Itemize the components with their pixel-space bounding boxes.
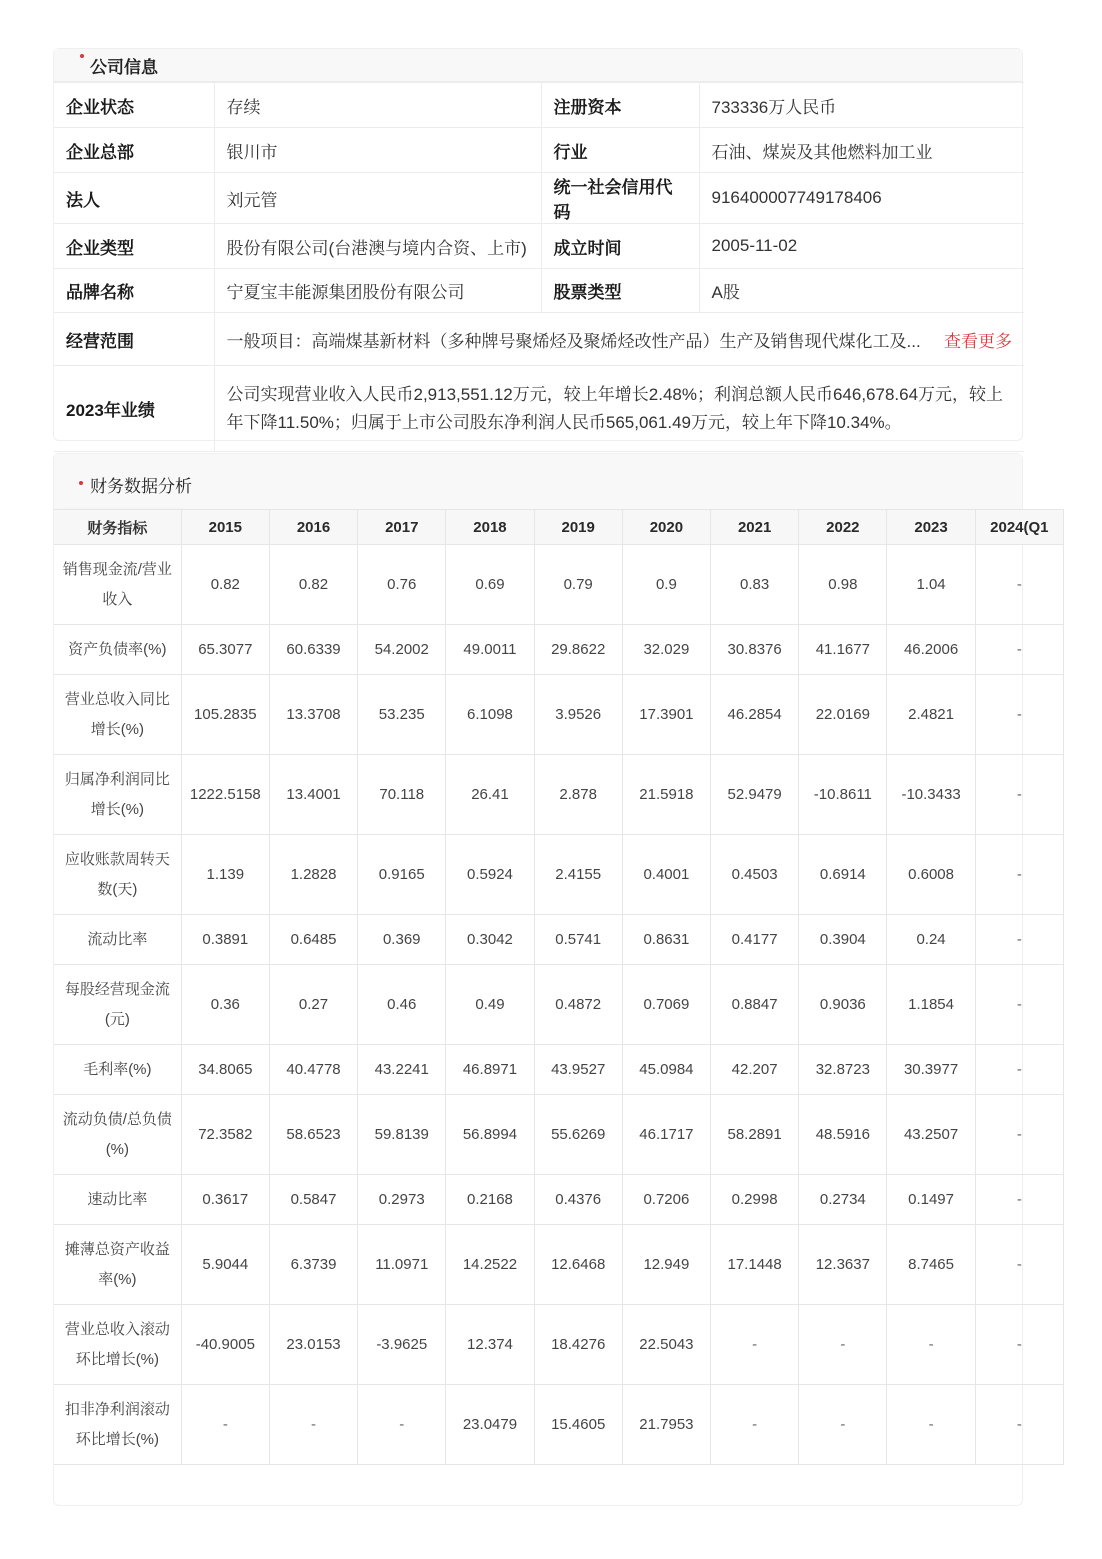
table-cell: 46.2006: [887, 625, 975, 675]
table-cell: 54.2002: [358, 625, 446, 675]
table-cell: 45.0984: [622, 1045, 710, 1095]
table-cell: 0.82: [181, 545, 269, 625]
table-cell: 42.207: [711, 1045, 799, 1095]
table-cell: -: [887, 1385, 975, 1465]
table-row: [54, 625, 1064, 675]
table-row: [54, 835, 1064, 915]
header-year: 2015: [181, 510, 269, 545]
section-dot-icon: [79, 481, 83, 485]
table-cell: 0.7206: [622, 1175, 710, 1225]
table-cell: 0.36: [181, 965, 269, 1045]
table-cell: 52.9479: [711, 755, 799, 835]
table-cell: 0.5847: [269, 1175, 357, 1225]
row-label: 摊薄总资产收益率(%): [54, 1225, 181, 1305]
table-cell: 0.9036: [799, 965, 887, 1045]
table-row: [54, 1385, 1064, 1465]
info-key: 企业状态: [54, 83, 214, 128]
info-value: 733336万人民币: [699, 83, 1024, 128]
table-cell: 0.6485: [269, 915, 357, 965]
info-row-performance: [54, 366, 1024, 452]
table-cell: 55.6269: [534, 1095, 622, 1175]
table-cell: -: [975, 965, 1063, 1045]
financial-title: 财务数据分析: [90, 477, 192, 496]
table-cell: 0.6914: [799, 835, 887, 915]
table-cell: -: [975, 545, 1063, 625]
table-header-row: [54, 510, 1064, 545]
table-cell: 0.5924: [446, 835, 534, 915]
row-label: 资产负债率(%): [54, 625, 181, 675]
table-cell: 2.4821: [887, 675, 975, 755]
table-cell: -: [975, 625, 1063, 675]
table-cell: 0.369: [358, 915, 446, 965]
info-value: 银川市: [214, 128, 541, 173]
table-cell: -: [975, 1045, 1063, 1095]
table-cell: -: [799, 1385, 887, 1465]
table-cell: 43.2241: [358, 1045, 446, 1095]
table-cell: 0.3042: [446, 915, 534, 965]
table-cell: -: [711, 1385, 799, 1465]
table-row: [54, 1225, 1064, 1305]
row-label: 毛利率(%): [54, 1045, 181, 1095]
table-cell: 15.4605: [534, 1385, 622, 1465]
table-cell: 0.1497: [887, 1175, 975, 1225]
table-cell: 60.6339: [269, 625, 357, 675]
financial-header: [54, 454, 1022, 509]
info-value: 2005-11-02: [699, 224, 1024, 269]
table-row: [54, 755, 1064, 835]
table-cell: 43.9527: [534, 1045, 622, 1095]
table-cell: 49.0011: [446, 625, 534, 675]
table-cell: 59.8139: [358, 1095, 446, 1175]
table-cell: 0.3904: [799, 915, 887, 965]
table-cell: 6.1098: [446, 675, 534, 755]
table-cell: 17.3901: [622, 675, 710, 755]
table-cell: 43.2507: [887, 1095, 975, 1175]
info-value-scope: [214, 313, 1024, 366]
table-cell: 12.949: [622, 1225, 710, 1305]
table-cell: 0.4376: [534, 1175, 622, 1225]
info-row: [54, 173, 1024, 224]
scope-text: 一般项目：高端煤基新材料（多种牌号聚烯烃及聚烯烃改性产品）生产及销售现代煤化工及...: [226, 331, 921, 351]
table-cell: -: [975, 755, 1063, 835]
header-year: 2022: [799, 510, 887, 545]
table-cell: -: [975, 1175, 1063, 1225]
table-cell: 23.0479: [446, 1385, 534, 1465]
table-cell: 6.3739: [269, 1225, 357, 1305]
info-key: 企业总部: [54, 128, 214, 173]
table-cell: -: [711, 1305, 799, 1385]
info-value: 石油、煤炭及其他燃料加工业: [699, 128, 1024, 173]
info-key: 注册资本: [541, 83, 699, 128]
table-cell: 0.79: [534, 545, 622, 625]
header-year: 2023: [887, 510, 975, 545]
table-cell: 0.24: [887, 915, 975, 965]
table-row: [54, 1095, 1064, 1175]
table-cell: -: [887, 1305, 975, 1385]
table-cell: 21.7953: [622, 1385, 710, 1465]
table-cell: 12.6468: [534, 1225, 622, 1305]
info-value: 宁夏宝丰能源集团股份有限公司: [214, 269, 541, 313]
info-key: 行业: [541, 128, 699, 173]
table-cell: 11.0971: [358, 1225, 446, 1305]
table-cell: 2.878: [534, 755, 622, 835]
view-more-link[interactable]: 查看更多: [944, 331, 1012, 351]
table-cell: -: [975, 915, 1063, 965]
table-cell: 58.2891: [711, 1095, 799, 1175]
table-cell: 32.8723: [799, 1045, 887, 1095]
table-cell: -: [975, 1385, 1063, 1465]
info-row: [54, 128, 1024, 173]
table-cell: -: [358, 1385, 446, 1465]
financial-table: [54, 509, 1064, 1465]
table-cell: 1.139: [181, 835, 269, 915]
table-cell: 0.6008: [887, 835, 975, 915]
row-label: 速动比率: [54, 1175, 181, 1225]
row-label: 扣非净利润滚动环比增长(%): [54, 1385, 181, 1465]
header-indicator: 财务指标: [54, 510, 181, 545]
table-cell: 0.5741: [534, 915, 622, 965]
table-cell: 56.8994: [446, 1095, 534, 1175]
company-info-table: [54, 82, 1024, 452]
table-cell: 0.4872: [534, 965, 622, 1045]
info-row-scope: [54, 313, 1024, 366]
table-cell: -10.8611: [799, 755, 887, 835]
table-cell: 1222.5158: [181, 755, 269, 835]
table-cell: 0.2734: [799, 1175, 887, 1225]
company-info-header: [54, 49, 1022, 82]
table-cell: 46.2854: [711, 675, 799, 755]
table-cell: 2.4155: [534, 835, 622, 915]
info-value: A股: [699, 269, 1024, 313]
table-cell: 5.9044: [181, 1225, 269, 1305]
table-cell: 0.49: [446, 965, 534, 1045]
table-cell: 29.8622: [534, 625, 622, 675]
header-year: 2018: [446, 510, 534, 545]
table-cell: -: [975, 675, 1063, 755]
info-row: [54, 269, 1024, 313]
table-cell: 0.8631: [622, 915, 710, 965]
table-cell: 18.4276: [534, 1305, 622, 1385]
table-cell: 26.41: [446, 755, 534, 835]
table-cell: 0.3891: [181, 915, 269, 965]
header-year: 2016: [269, 510, 357, 545]
row-label: 应收账款周转天数(天): [54, 835, 181, 915]
table-cell: -: [975, 835, 1063, 915]
table-cell: 53.235: [358, 675, 446, 755]
info-value: 916400007749178406: [699, 173, 1024, 224]
table-cell: 17.1448: [711, 1225, 799, 1305]
table-cell: 0.3617: [181, 1175, 269, 1225]
table-cell: -40.9005: [181, 1305, 269, 1385]
info-value: 存续: [214, 83, 541, 128]
row-label: 销售现金流/营业收入: [54, 545, 181, 625]
table-cell: 3.9526: [534, 675, 622, 755]
financial-table-scroll[interactable]: [54, 509, 1049, 1509]
table-cell: 1.1854: [887, 965, 975, 1045]
table-cell: 32.029: [622, 625, 710, 675]
header-year: 2019: [534, 510, 622, 545]
table-cell: 0.2168: [446, 1175, 534, 1225]
table-cell: -: [975, 1305, 1063, 1385]
table-cell: 40.4778: [269, 1045, 357, 1095]
table-cell: 13.3708: [269, 675, 357, 755]
table-row: [54, 1175, 1064, 1225]
table-row: [54, 915, 1064, 965]
table-cell: 0.27: [269, 965, 357, 1045]
info-value: 刘元管: [214, 173, 541, 224]
info-key: 经营范围: [54, 313, 214, 366]
table-row: [54, 675, 1064, 755]
table-row: [54, 965, 1064, 1045]
table-cell: 12.3637: [799, 1225, 887, 1305]
table-row: [54, 545, 1064, 625]
table-cell: 46.1717: [622, 1095, 710, 1175]
info-key: 品牌名称: [54, 269, 214, 313]
row-label: 营业总收入同比增长(%): [54, 675, 181, 755]
table-cell: 0.82: [269, 545, 357, 625]
table-cell: -: [181, 1385, 269, 1465]
table-cell: 0.83: [711, 545, 799, 625]
info-key: 成立时间: [541, 224, 699, 269]
table-cell: 1.2828: [269, 835, 357, 915]
table-cell: 30.8376: [711, 625, 799, 675]
row-label: 归属净利润同比增长(%): [54, 755, 181, 835]
table-cell: 0.4177: [711, 915, 799, 965]
performance-text: 公司实现营业收入人民币2,913,551.12万元，较上年增长2.48%；利润总额人民币646,678.64万元，较上年下降11.50%；归属于上市公司股东净利润人民币565,061.49万元，较上年下降10.34%。: [214, 366, 1024, 452]
table-cell: 0.69: [446, 545, 534, 625]
table-cell: 0.4001: [622, 835, 710, 915]
company-info-title: 公司信息: [90, 58, 158, 77]
header-year: 2017: [358, 510, 446, 545]
info-key: 股票类型: [541, 269, 699, 313]
info-key: 企业类型: [54, 224, 214, 269]
table-cell: 105.2835: [181, 675, 269, 755]
table-cell: 1.04: [887, 545, 975, 625]
row-label: 每股经营现金流(元): [54, 965, 181, 1045]
table-cell: -3.9625: [358, 1305, 446, 1385]
header-year: 2021: [711, 510, 799, 545]
info-key: 统一社会信用代码: [541, 173, 699, 224]
table-cell: -: [269, 1385, 357, 1465]
table-cell: 30.3977: [887, 1045, 975, 1095]
table-cell: 13.4001: [269, 755, 357, 835]
table-cell: 0.76: [358, 545, 446, 625]
table-cell: 22.0169: [799, 675, 887, 755]
table-cell: 48.5916: [799, 1095, 887, 1175]
table-cell: 21.5918: [622, 755, 710, 835]
table-cell: 22.5043: [622, 1305, 710, 1385]
header-year: 2024(Q1: [975, 510, 1063, 545]
table-cell: 0.9165: [358, 835, 446, 915]
table-row: [54, 1045, 1064, 1095]
table-cell: 12.374: [446, 1305, 534, 1385]
table-cell: 0.98: [799, 545, 887, 625]
section-dot-icon: [80, 54, 84, 58]
table-cell: 0.9: [622, 545, 710, 625]
row-label: 营业总收入滚动环比增长(%): [54, 1305, 181, 1385]
table-cell: -10.3433: [887, 755, 975, 835]
table-cell: 0.2973: [358, 1175, 446, 1225]
table-cell: 0.8847: [711, 965, 799, 1045]
table-cell: 0.7069: [622, 965, 710, 1045]
info-row: [54, 224, 1024, 269]
table-cell: 72.3582: [181, 1095, 269, 1175]
table-cell: 41.1677: [799, 625, 887, 675]
info-row: [54, 83, 1024, 128]
table-row: [54, 1305, 1064, 1385]
row-label: 流动比率: [54, 915, 181, 965]
table-cell: 8.7465: [887, 1225, 975, 1305]
table-cell: -: [975, 1225, 1063, 1305]
info-value: 股份有限公司(台港澳与境内合资、上市): [214, 224, 541, 269]
header-year: 2020: [622, 510, 710, 545]
table-cell: 46.8971: [446, 1045, 534, 1095]
table-cell: 0.2998: [711, 1175, 799, 1225]
row-label: 流动负债/总负债(%): [54, 1095, 181, 1175]
table-cell: 0.46: [358, 965, 446, 1045]
table-cell: -: [975, 1095, 1063, 1175]
table-cell: 34.8065: [181, 1045, 269, 1095]
table-cell: 0.4503: [711, 835, 799, 915]
table-cell: -: [799, 1305, 887, 1385]
table-cell: 70.118: [358, 755, 446, 835]
table-cell: 58.6523: [269, 1095, 357, 1175]
info-key: 2023年业绩: [54, 366, 214, 452]
table-cell: 23.0153: [269, 1305, 357, 1385]
table-cell: 14.2522: [446, 1225, 534, 1305]
info-key: 法人: [54, 173, 214, 224]
company-info-card: [53, 48, 1023, 441]
financial-analysis-card: [53, 453, 1049, 1506]
table-cell: 65.3077: [181, 625, 269, 675]
